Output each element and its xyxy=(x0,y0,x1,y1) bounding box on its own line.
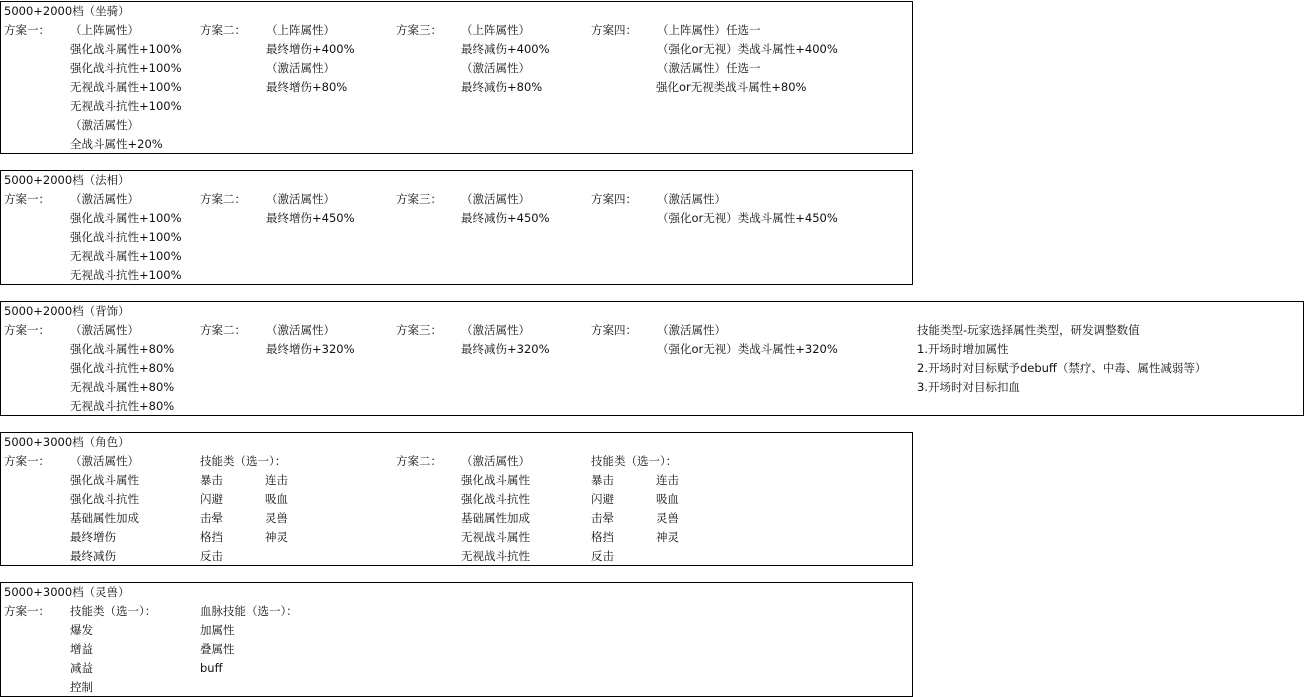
plan-line: 强化战斗属性 xyxy=(70,473,139,487)
section-title: 5000+3000档（灵兽） xyxy=(4,585,130,599)
note-line: 1.开场时增加属性 xyxy=(917,342,1009,356)
note-line: 2.开场时对目标赋予debuff（禁疗、中毒、属性减弱等） xyxy=(917,361,1207,375)
plan-line: （上阵属性） xyxy=(70,23,139,37)
plan-line: 强化战斗抗性+80% xyxy=(70,361,175,375)
skill-item: 击晕 xyxy=(591,511,614,525)
plan-line: 最终减伤+80% xyxy=(461,80,543,94)
plan-line: （激活属性） xyxy=(461,454,530,468)
plan-line: （激活属性） xyxy=(657,192,726,206)
skill-item: 增益 xyxy=(70,642,93,656)
skill-item: 控制 xyxy=(70,680,93,694)
plan-line: 强化战斗属性 xyxy=(461,473,530,487)
plan-line: （激活属性） xyxy=(70,192,139,206)
plan-line: （上阵属性） xyxy=(461,23,530,37)
skill-item: 闪避 xyxy=(200,492,223,506)
plan-line: 无视战斗抗性 xyxy=(461,549,530,563)
plan-line: 基础属性加成 xyxy=(461,511,530,525)
skill-item: 神灵 xyxy=(265,530,288,544)
skills-title: 技能类（选一）： xyxy=(200,454,287,468)
plan-line: 最终增伤+320% xyxy=(266,342,355,356)
plan-line: （上阵属性）任选一 xyxy=(657,23,761,37)
section-title: 5000+2000档（坐骑） xyxy=(4,4,130,18)
blood-skill-item: buff xyxy=(200,661,223,675)
blood-skills-title: 血脉技能（选一）： xyxy=(200,604,298,618)
skill-item: 吸血 xyxy=(265,492,288,506)
skill-item: 格挡 xyxy=(591,530,614,544)
plan-line: 无视战斗属性 xyxy=(461,530,530,544)
plan-line: 无视战斗属性+100% xyxy=(70,80,182,94)
plan-label: 方案二： xyxy=(200,23,246,37)
plan-line: （激活属性） xyxy=(461,192,530,206)
plan-line: 强化战斗属性+80% xyxy=(70,342,175,356)
plan-line: 强化战斗抗性+100% xyxy=(70,61,182,75)
section-character xyxy=(0,432,913,566)
section-back-ornament xyxy=(0,301,1304,416)
skill-item: 连击 xyxy=(265,473,288,487)
section-faxiang xyxy=(0,170,913,285)
section-title: 5000+2000档（法相） xyxy=(4,173,130,187)
skill-item: 暴击 xyxy=(591,473,614,487)
plan-line: （激活属性） xyxy=(266,61,335,75)
plan-line: 全战斗属性+20% xyxy=(70,137,163,151)
plan-line: （激活属性） xyxy=(461,323,530,337)
plan-line: （激活属性）任选一 xyxy=(657,61,761,75)
skill-item: 灵兽 xyxy=(265,511,288,525)
plan-label: 方案一： xyxy=(4,454,50,468)
plan-label: 方案三： xyxy=(396,23,442,37)
skill-item: 击晕 xyxy=(200,511,223,525)
plan-label: 方案一： xyxy=(4,23,50,37)
skill-item: 爆发 xyxy=(70,623,93,637)
skill-item: 闪避 xyxy=(591,492,614,506)
plan-line: （强化or无视）类战斗属性+400% xyxy=(657,42,838,56)
plan-line: 基础属性加成 xyxy=(70,511,139,525)
plan-line: 最终减伤+400% xyxy=(461,42,550,56)
skill-item: 减益 xyxy=(70,661,93,675)
section-title: 5000+2000档（背饰） xyxy=(4,304,130,318)
plan-label: 方案二： xyxy=(200,323,246,337)
plan-line: 无视战斗抗性+100% xyxy=(70,268,182,282)
plan-line: 强化战斗抗性+100% xyxy=(70,230,182,244)
plan-line: 强化战斗抗性 xyxy=(70,492,139,506)
blood-skill-item: 叠属性 xyxy=(200,642,235,656)
plan-line: （激活属性） xyxy=(657,323,726,337)
skills-title: 技能类（选一）： xyxy=(70,604,157,618)
plan-line: （强化or无视）类战斗属性+320% xyxy=(657,342,838,356)
plan-line: 最终减伤+320% xyxy=(461,342,550,356)
blood-skill-item: 加属性 xyxy=(200,623,235,637)
plan-label: 方案三： xyxy=(396,192,442,206)
skill-item: 神灵 xyxy=(656,530,679,544)
note-line: 3.开场时对目标扣血 xyxy=(917,380,1020,394)
plan-line: （激活属性） xyxy=(70,323,139,337)
skill-item: 连击 xyxy=(656,473,679,487)
plan-line: （激活属性） xyxy=(461,61,530,75)
plan-line: 强化or无视类战斗属性+80% xyxy=(656,80,807,94)
plan-line: 最终增伤+400% xyxy=(266,42,355,56)
skill-item: 吸血 xyxy=(656,492,679,506)
plan-label: 方案四： xyxy=(591,323,637,337)
section-mount xyxy=(0,1,913,154)
plan-line: （强化or无视）类战斗属性+450% xyxy=(657,211,838,225)
plan-line: 无视战斗抗性+100% xyxy=(70,99,182,113)
section-spirit-beast xyxy=(0,582,913,697)
plan-label: 方案三： xyxy=(396,323,442,337)
plan-line: 最终减伤 xyxy=(70,549,116,563)
plan-line: （激活属性） xyxy=(70,118,139,132)
skill-item: 反击 xyxy=(200,549,223,563)
plan-line: 最终增伤+80% xyxy=(266,80,348,94)
plan-line: 强化战斗抗性 xyxy=(461,492,530,506)
plan-line: （激活属性） xyxy=(70,454,139,468)
plan-label: 方案一： xyxy=(4,192,50,206)
plan-line: （激活属性） xyxy=(266,323,335,337)
plan-label: 方案四： xyxy=(591,23,637,37)
plan-line: 无视战斗抗性+80% xyxy=(70,399,175,413)
plan-line: 最终减伤+450% xyxy=(461,211,550,225)
plan-label: 方案二： xyxy=(396,454,442,468)
plan-label: 方案二： xyxy=(200,192,246,206)
plan-line: 无视战斗属性+80% xyxy=(70,380,175,394)
skill-item: 格挡 xyxy=(200,530,223,544)
plan-line: （激活属性） xyxy=(266,192,335,206)
skill-item: 反击 xyxy=(591,549,614,563)
plan-line: 最终增伤+450% xyxy=(266,211,355,225)
plan-label: 方案一： xyxy=(4,604,50,618)
note-line: 技能类型-玩家选择属性类型，研发调整数值 xyxy=(917,323,1140,337)
plan-line: 无视战斗属性+100% xyxy=(70,249,182,263)
plan-line: 强化战斗属性+100% xyxy=(70,211,182,225)
section-title: 5000+3000档（角色） xyxy=(4,435,130,449)
plan-line: 最终增伤 xyxy=(70,530,116,544)
plan-line: （上阵属性） xyxy=(266,23,335,37)
plan-label: 方案四： xyxy=(591,192,637,206)
plan-label: 方案一： xyxy=(4,323,50,337)
skill-item: 灵兽 xyxy=(656,511,679,525)
skills-title: 技能类（选一）： xyxy=(591,454,678,468)
plan-line: 强化战斗属性+100% xyxy=(70,42,182,56)
skill-item: 暴击 xyxy=(200,473,223,487)
